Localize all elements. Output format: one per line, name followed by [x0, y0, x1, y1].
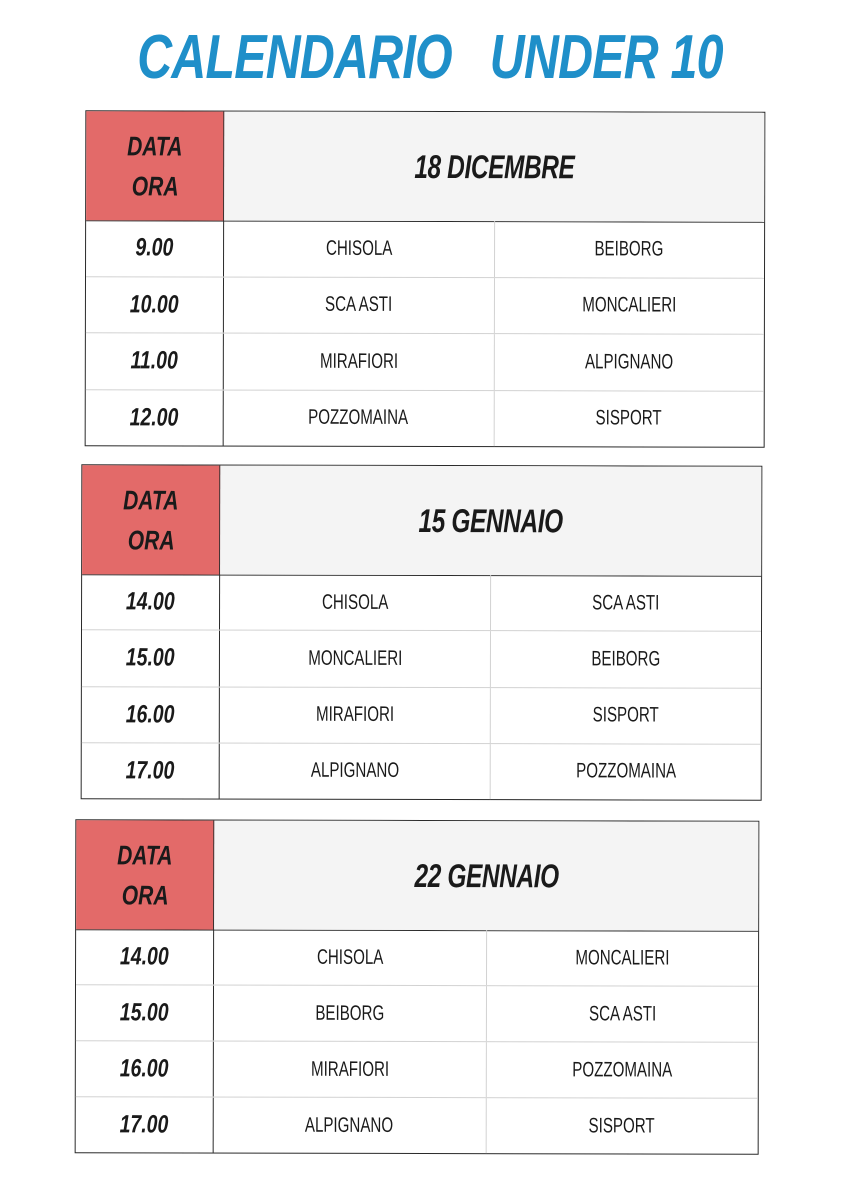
match-rows — [76, 929, 758, 1153]
header-label-ora: ORA — [131, 170, 179, 201]
table-row — [76, 929, 758, 985]
match-time: 16.00 — [119, 1054, 169, 1083]
match-time-cell — [86, 277, 224, 333]
away-team: BEIBORG — [591, 647, 661, 671]
match-time-cell — [76, 1097, 214, 1152]
match-time: 12.00 — [129, 403, 179, 432]
away-team: SCA ASTI — [588, 1001, 656, 1026]
round-date-cell — [220, 466, 761, 576]
table-row — [86, 389, 764, 447]
header-label-data: DATA — [127, 130, 183, 161]
table-row — [76, 984, 758, 1041]
header-label-cell — [76, 820, 214, 929]
home-team-cell — [214, 930, 487, 986]
match-rows — [86, 220, 764, 446]
home-team-cell — [220, 575, 491, 631]
table-header — [86, 111, 764, 222]
away-team-cell — [491, 688, 761, 744]
schedule-table-round-2 — [81, 464, 763, 800]
table-row — [86, 220, 764, 277]
match-time: 16.00 — [125, 700, 175, 729]
table-row — [76, 1040, 758, 1097]
table-header — [82, 465, 761, 576]
home-team: CHISOLA — [321, 590, 389, 614]
away-team: ALPIGNANO — [584, 350, 674, 374]
round-date-cell — [214, 821, 758, 931]
home-team: CHISOLA — [325, 236, 393, 260]
home-team-cell — [224, 390, 495, 446]
table-row — [86, 332, 764, 390]
away-team: BEIBORG — [594, 237, 664, 261]
match-time-cell — [82, 574, 220, 630]
table-row — [82, 686, 761, 744]
home-team-cell — [214, 1098, 487, 1154]
match-time: 15.00 — [126, 643, 175, 672]
away-team-cell — [494, 278, 764, 334]
away-team-cell — [491, 631, 761, 687]
home-team-cell — [214, 986, 487, 1042]
home-team: ALPIGNANO — [305, 1113, 394, 1137]
table-row — [82, 630, 761, 688]
round-date: 15 GENNAIO — [418, 501, 563, 539]
match-time: 11.00 — [130, 346, 179, 375]
away-team-cell — [486, 1098, 758, 1154]
match-time-cell — [76, 985, 214, 1040]
home-team: POZZOMAINA — [308, 406, 409, 430]
table-row — [82, 742, 761, 800]
home-team: ALPIGNANO — [310, 759, 399, 783]
header-label-cell — [86, 111, 224, 220]
home-team: BEIBORG — [315, 1001, 385, 1025]
round-date: 22 GENNAIO — [414, 856, 559, 894]
schedule-table-round-3 — [75, 819, 760, 1154]
match-time-cell — [82, 631, 220, 687]
page-title: CALENDARIO UNDER 10 — [137, 23, 723, 92]
away-team-cell — [486, 1042, 758, 1098]
match-time-cell — [82, 743, 220, 799]
match-time-cell — [76, 1041, 214, 1096]
match-time-cell — [86, 333, 224, 389]
home-team-cell — [220, 631, 491, 687]
table-header — [76, 820, 758, 931]
home-team: CHISOLA — [316, 945, 384, 969]
away-team: POZZOMAINA — [572, 1057, 673, 1082]
header-label-ora: ORA — [127, 524, 175, 555]
home-team-cell — [224, 277, 495, 333]
away-team-cell — [491, 575, 761, 631]
match-time: 14.00 — [120, 942, 169, 971]
away-team: SCA ASTI — [592, 590, 660, 615]
match-time-cell — [82, 687, 220, 743]
home-team: MIRAFIORI — [310, 1057, 389, 1081]
table-row — [76, 1096, 758, 1153]
home-team-cell — [220, 743, 491, 799]
away-team: SISPORT — [592, 703, 659, 727]
table-row — [82, 574, 761, 631]
away-team: MONCALIERI — [575, 945, 670, 970]
away-team-cell — [494, 391, 764, 447]
match-time: 9.00 — [135, 233, 174, 262]
match-time: 10.00 — [130, 290, 179, 319]
away-team: MONCALIERI — [582, 293, 677, 317]
match-time-cell — [76, 929, 214, 984]
away-team: SISPORT — [588, 1113, 656, 1137]
schedule-table-round-1 — [85, 110, 766, 447]
header-label-ora: ORA — [121, 879, 169, 910]
away-team-cell — [495, 221, 765, 277]
match-time-cell — [86, 220, 224, 276]
home-team: MIRAFIORI — [315, 702, 394, 727]
home-team-cell — [220, 687, 491, 743]
header-label-data: DATA — [117, 839, 173, 870]
home-team-cell — [224, 334, 495, 390]
match-time: 17.00 — [125, 756, 175, 785]
round-date-cell — [224, 112, 764, 222]
home-team-cell — [224, 221, 495, 277]
match-time: 17.00 — [119, 1110, 169, 1139]
away-team-cell — [487, 930, 759, 986]
header-label-cell — [82, 465, 220, 574]
away-team-cell — [486, 986, 758, 1042]
match-rows — [82, 574, 761, 799]
away-team-cell — [491, 744, 761, 800]
away-team: POZZOMAINA — [575, 759, 676, 783]
away-team: SISPORT — [595, 406, 663, 430]
header-label-data: DATA — [123, 484, 179, 515]
home-team: MIRAFIORI — [319, 349, 398, 373]
away-team-cell — [494, 334, 764, 390]
home-team: MONCALIERI — [307, 646, 403, 670]
match-time-cell — [86, 390, 224, 446]
home-team-cell — [214, 1042, 487, 1098]
table-row — [86, 276, 764, 334]
home-team: SCA ASTI — [325, 293, 393, 317]
match-time: 15.00 — [120, 998, 169, 1027]
match-time: 14.00 — [126, 587, 175, 616]
round-date: 18 DICEMBRE — [414, 147, 575, 185]
